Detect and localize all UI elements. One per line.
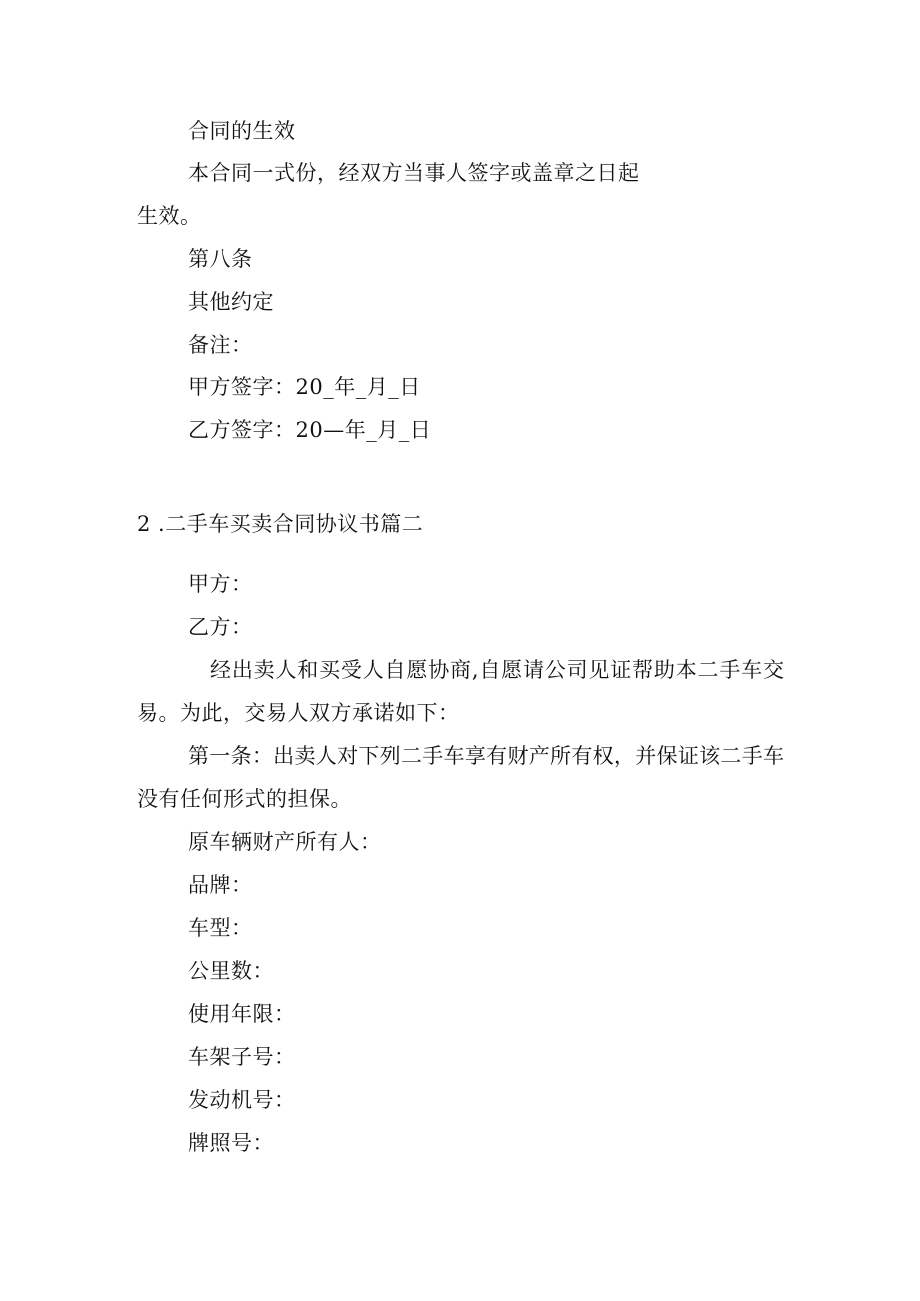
section-two-heading: 2 .二手车买卖合同协议书篇二 [137,512,424,536]
article-one-line1: 第一条：出卖人对下列二手车享有财产所有权，并保证该二手车 [188,744,784,768]
contract-effect-line2: 生效。 [137,204,202,228]
article-one-line2: 没有任何形式的担保。 [137,787,352,811]
field-plate-number: 牌照号： [188,1131,274,1155]
party-b-label: 乙方： [188,615,253,639]
other-terms-label: 其他约定 [188,290,274,314]
field-engine-number: 发动机号： [188,1088,296,1112]
remarks-label: 备注： [188,333,253,357]
party-b-signature-line: 乙方签字：20—年_月_日 [188,418,432,442]
intro-paragraph-line2: 易。为此，交易人双方承诺如下： [137,701,460,725]
field-mileage: 公里数： [188,959,274,983]
article-eight-title: 第八条 [188,247,253,271]
field-original-owner: 原车辆财产所有人： [188,830,382,854]
field-brand: 品牌： [188,873,253,897]
field-model: 车型： [188,916,253,940]
intro-paragraph-line1: 经出卖人和买受人自愿协商,自愿请公司见证帮助本二手车交 [210,658,784,682]
contract-effect-title: 合同的生效 [188,119,296,143]
field-frame-number: 车架子号： [188,1045,296,1069]
party-a-label: 甲方： [188,572,253,596]
contract-effect-line1: 本合同一式份，经双方当事人签字或盖章之日起 [188,161,640,185]
field-years-of-use: 使用年限： [188,1002,296,1026]
party-a-signature-line: 甲方签字：20_年_月_日 [188,375,421,399]
